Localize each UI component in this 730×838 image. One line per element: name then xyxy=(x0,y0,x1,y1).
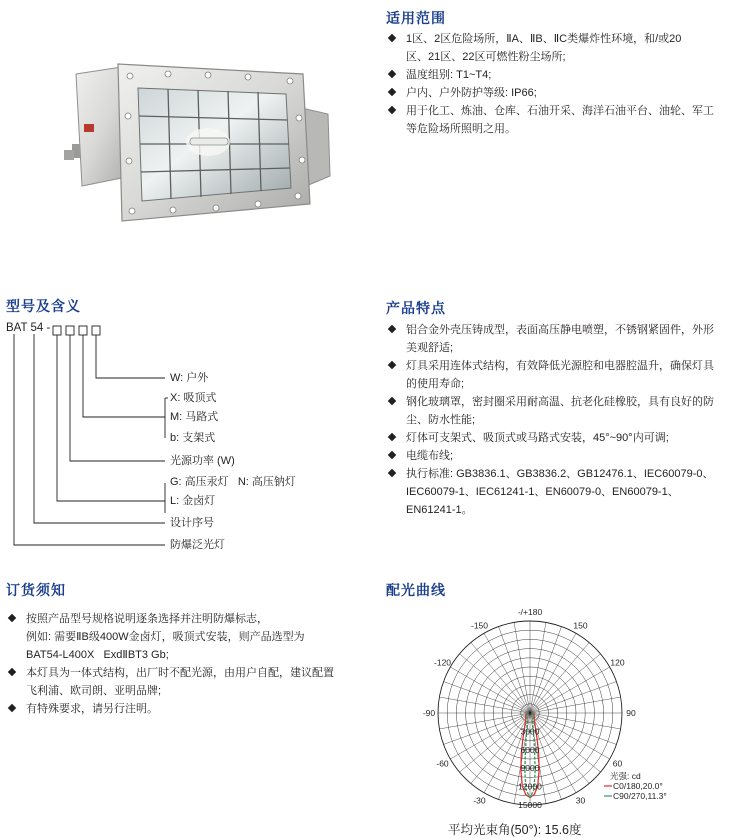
code-box-3 xyxy=(79,326,87,335)
polar-grid xyxy=(438,621,625,805)
legend-label: C90/270,11.3° xyxy=(613,791,667,801)
list-item: 钢化玻璃罩，密封圈采用耐高温、抗老化硅橡胶，具有良好的防 尘、防水性能; xyxy=(386,393,728,429)
code-box-2 xyxy=(66,326,74,335)
beam-angle-caption: 平均光束角(50°): 15.6度 xyxy=(448,823,582,837)
list-item: 温度组别: T1~T4; xyxy=(386,66,728,84)
radial-label: 12000 xyxy=(518,781,542,792)
list-item: 1区、2区危险场所，ⅡA、ⅡB、ⅡC类爆炸性环境，和/或20 区、21区、22区可燃性粉尘场所; xyxy=(386,30,728,66)
chart-title: 配光曲线 xyxy=(386,582,446,598)
label-g: G: 高压汞灯 N: 高压钠灯 xyxy=(170,476,296,488)
angle-label: -30 xyxy=(473,795,486,806)
code-box-1 xyxy=(53,326,61,335)
scope-title: 适用范围 xyxy=(386,10,446,26)
model-diagram xyxy=(0,318,180,553)
list-item: 灯具采用连体式结构，有效降低光源腔和电器腔温升，确保灯具 的使用寿命; xyxy=(386,357,728,393)
angle-label: 150 xyxy=(573,620,588,631)
list-item: 按照产品型号规格说明逐条选择并注明防爆标志， 例如: 需要ⅡB级400W金卤灯，吸顶式安装，则产品选型为 BAT54-L400X ExdⅡBT3 Gb; xyxy=(6,610,366,664)
angle-label: 30 xyxy=(575,795,586,806)
angle-label: -120 xyxy=(434,657,452,668)
polar-legend xyxy=(604,771,667,801)
list-item: 有特殊要求，请另行注明。 xyxy=(6,700,366,718)
model-code: BAT 54 - xyxy=(6,322,51,334)
code-box-4 xyxy=(92,326,100,335)
order-list xyxy=(6,610,366,718)
radial-label: 15000 xyxy=(518,800,542,810)
label-m: M: 马路式 xyxy=(170,411,219,423)
polar-chart xyxy=(400,605,667,818)
angle-label: 120 xyxy=(610,657,625,668)
list-item: 铝合金外壳压铸成型，表面高压静电喷塑，不锈钢紧固件，外形 美观舒适; xyxy=(386,321,728,357)
list-item: 电缆布线; xyxy=(386,447,728,465)
angle-label: 90 xyxy=(626,708,636,718)
radial-label: 6000 xyxy=(520,744,540,755)
label-name: 防爆泛光灯 xyxy=(170,539,225,551)
floodlight-image xyxy=(58,36,348,236)
label-l: L: 金卤灯 xyxy=(170,495,216,507)
features-list xyxy=(386,321,728,519)
label-power: 光源功率 (W) xyxy=(170,455,235,467)
label-w: W: 户外 xyxy=(170,372,209,384)
legend-title: 光强: cd xyxy=(610,771,641,781)
label-b: b: 支架式 xyxy=(170,432,216,444)
angle-label: -90 xyxy=(422,708,436,718)
angle-label: -150 xyxy=(470,620,489,631)
scope-list xyxy=(386,30,728,138)
features-title: 产品特点 xyxy=(386,300,446,316)
list-item: 本灯具为一体式结构，出厂时不配光源，由用户自配，建议配置 飞利浦、欧司朗、亚明品牌; xyxy=(6,664,366,700)
list-item: 执行标准: GB3836.1、GB3836.2、GB12476.1、IEC60079-0、 IEC60079-1、IEC61241-1、EN60079-0、EN60079-1、 EN61241-1。 xyxy=(386,465,728,519)
list-item: 用于化工、炼油、仓库、石油开采、海洋石油平台、油轮、军工 等危险场所照明之用。 xyxy=(386,102,728,138)
label-seq: 设计序号 xyxy=(170,517,214,529)
radial-label: 3000 xyxy=(520,726,540,737)
legend-label: C0/180,20.0° xyxy=(613,781,663,791)
list-item: 户内、户外防护等级: IP66; xyxy=(386,84,728,102)
model-title: 型号及含义 xyxy=(6,298,81,314)
angle-label: 60 xyxy=(612,758,623,769)
order-title: 订货须知 xyxy=(6,582,66,598)
product-photo xyxy=(58,36,348,236)
angle-label: -/+180 xyxy=(517,607,543,617)
radial-label: 9000 xyxy=(520,763,540,774)
label-x: X: 吸顶式 xyxy=(170,392,217,404)
nameplate-icon xyxy=(84,124,94,132)
polar-labels xyxy=(423,607,636,810)
list-item: 灯体可支架式、吸顶式或马路式安装，45°~90°内可调; xyxy=(386,429,728,447)
angle-label: -60 xyxy=(436,758,449,769)
